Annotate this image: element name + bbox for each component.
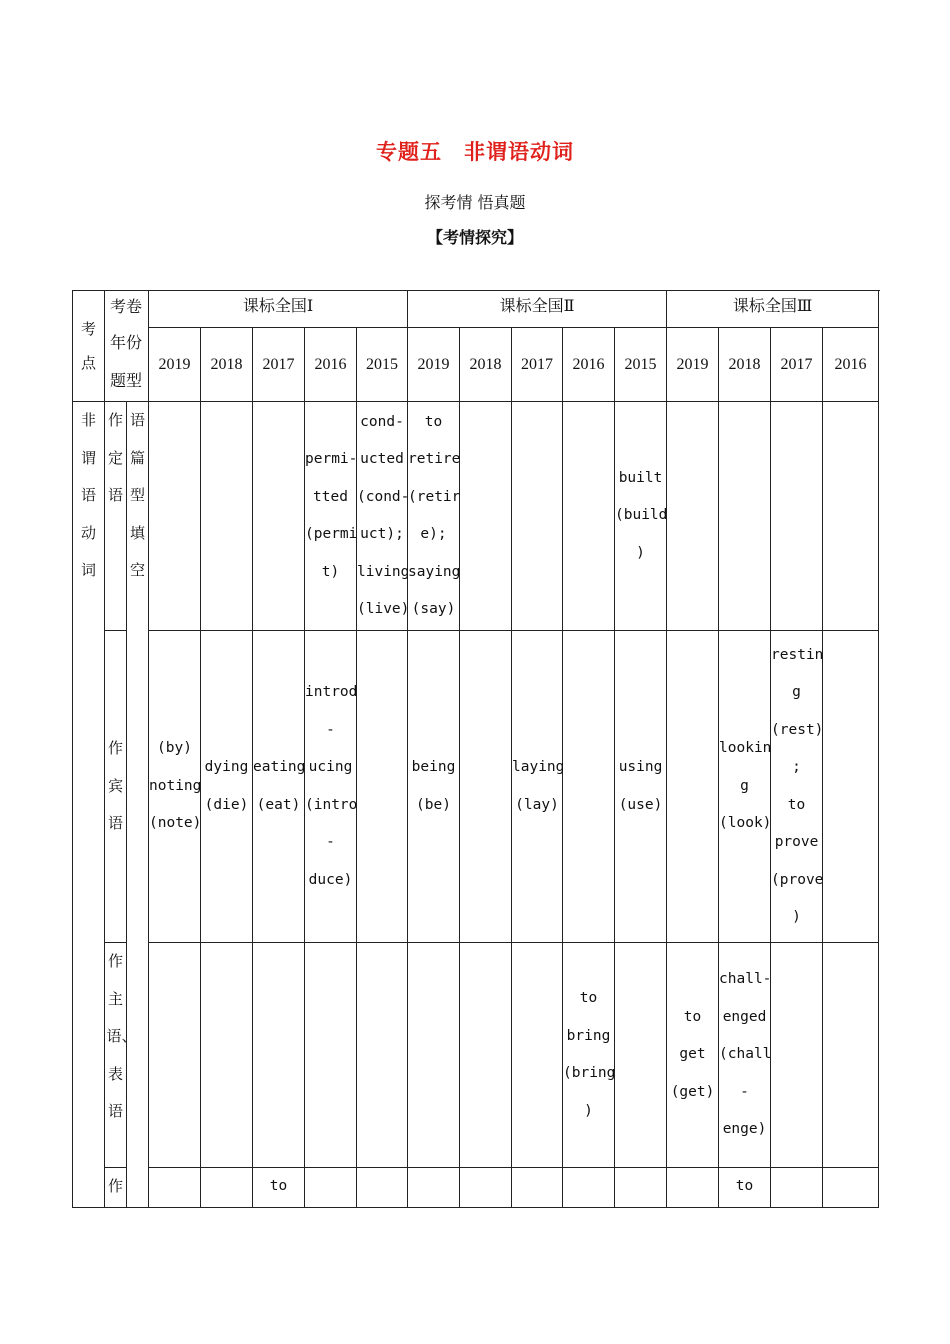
answer-cell: [563, 402, 615, 631]
group-header: 课标全国Ⅱ: [408, 291, 667, 328]
answer-cell: to get (get): [667, 943, 719, 1168]
corner-top-label: 考卷: [110, 297, 143, 316]
answer-cell: [201, 1168, 253, 1208]
answer-cell: [615, 1168, 667, 1208]
topic-cell-text: 非谓语动词: [80, 411, 96, 579]
answer-cell: (by) noting (note): [149, 631, 201, 943]
answer-cell: cond- ucted (cond- uct); living (live): [357, 402, 408, 631]
answer-cell: [357, 1168, 408, 1208]
year-header: 2015: [357, 328, 408, 402]
answer-cell: [460, 402, 512, 631]
answer-cell: [823, 402, 879, 631]
answer-cell: [253, 402, 305, 631]
corner-left-label: [73, 291, 105, 402]
answer-cell: [408, 1168, 460, 1208]
answer-cell: [615, 943, 667, 1168]
answer-cell: introd - ucing (intro - duce): [305, 631, 357, 943]
year-header: 2015: [615, 328, 667, 402]
year-header: 2018: [201, 328, 253, 402]
header-row-groups: [73, 291, 879, 328]
answer-cell: [563, 631, 615, 943]
answer-cell: [823, 1168, 879, 1208]
answer-cell: chall- enged (chall - enge): [719, 943, 771, 1168]
answer-cell: [149, 943, 201, 1168]
answer-cell: permi- tted (permi t): [305, 402, 357, 631]
answer-cell: [667, 402, 719, 631]
answer-cell: [305, 1168, 357, 1208]
answer-cell: [512, 943, 563, 1168]
answer-cell: [460, 631, 512, 943]
answer-cell: using (use): [615, 631, 667, 943]
answer-cell: [563, 1168, 615, 1208]
corner-header: [105, 291, 149, 402]
answer-cell: [823, 631, 879, 943]
answer-cell: lookin g (look): [719, 631, 771, 943]
answer-cell: [408, 943, 460, 1168]
usage-cell-text: 作定语: [107, 411, 123, 504]
year-header: 2017: [771, 328, 823, 402]
answer-cell: [149, 1168, 201, 1208]
answer-cell: [667, 1168, 719, 1208]
topic-cell: [73, 402, 105, 1208]
header-row-years: [73, 328, 879, 402]
page-subtitle: 探考情 悟真题: [424, 193, 526, 212]
table-row: [73, 943, 879, 1168]
answer-cell: eating (eat): [253, 631, 305, 943]
answer-cell: [253, 943, 305, 1168]
answer-cell: [512, 1168, 563, 1208]
corner-bottom-label: 题型: [110, 371, 143, 390]
answer-cell: restin g (rest) ; to prove (prove ): [771, 631, 823, 943]
answer-cell: [149, 402, 201, 631]
answer-cell: [512, 402, 563, 631]
answer-cell: [305, 943, 357, 1168]
corner-middle-label: 年份: [110, 333, 143, 352]
year-header: 2019: [667, 328, 719, 402]
answer-cell: dying (die): [201, 631, 253, 943]
exam-analysis-table-wrapper: [72, 290, 878, 1204]
usage-cell-text: 作: [107, 1177, 123, 1195]
section-heading: 【考情探究】: [426, 228, 523, 247]
usage-cell: [105, 402, 127, 631]
answer-cell: [667, 631, 719, 943]
group-header: 课标全国Ⅲ: [667, 291, 879, 328]
answer-cell: built (build ): [615, 402, 667, 631]
usage-cell: [105, 943, 137, 1168]
year-header: 2016: [305, 328, 357, 402]
usage-cell: [105, 631, 127, 943]
year-header: 2016: [563, 328, 615, 402]
answer-cell: [357, 943, 408, 1168]
question-type-cell-text: 语篇型填空: [129, 411, 145, 579]
table-row: [73, 402, 879, 631]
answer-cell: to: [719, 1168, 771, 1208]
group-header: 课标全国Ⅰ: [149, 291, 408, 328]
corner-left-text: 考 点: [80, 320, 96, 372]
year-header: 2017: [253, 328, 305, 402]
answer-cell: [460, 943, 512, 1168]
usage-cell-text: 作宾语: [107, 739, 123, 833]
year-header: 2018: [719, 328, 771, 402]
year-header: 2019: [408, 328, 460, 402]
answer-cell: to bring (bring ): [563, 943, 615, 1168]
answer-cell: [201, 943, 253, 1168]
answer-cell: [771, 402, 823, 631]
table-row: [73, 1168, 879, 1208]
year-header: 2018: [460, 328, 512, 402]
answer-cell: [357, 631, 408, 943]
answer-cell: [460, 1168, 512, 1208]
answer-cell: [719, 402, 771, 631]
answer-cell: being (be): [408, 631, 460, 943]
answer-cell: to: [253, 1168, 305, 1208]
answer-cell: laying (lay): [512, 631, 563, 943]
year-header: 2016: [823, 328, 879, 402]
table-row: [73, 631, 879, 943]
question-type-cell: [127, 402, 149, 1208]
answer-cell: [201, 402, 253, 631]
usage-cell-text: 作主语、表语: [106, 952, 137, 1120]
exam-analysis-table: [72, 290, 879, 1208]
answer-cell: to retire (retir e); saying (say): [408, 402, 460, 631]
answer-cell: [771, 943, 823, 1168]
usage-cell: [105, 1168, 127, 1208]
answer-cell: [823, 943, 879, 1168]
year-header: 2017: [512, 328, 563, 402]
year-header: 2019: [149, 328, 201, 402]
page-title: 专题五 非谓语动词: [376, 139, 574, 164]
answer-cell: [771, 1168, 823, 1208]
